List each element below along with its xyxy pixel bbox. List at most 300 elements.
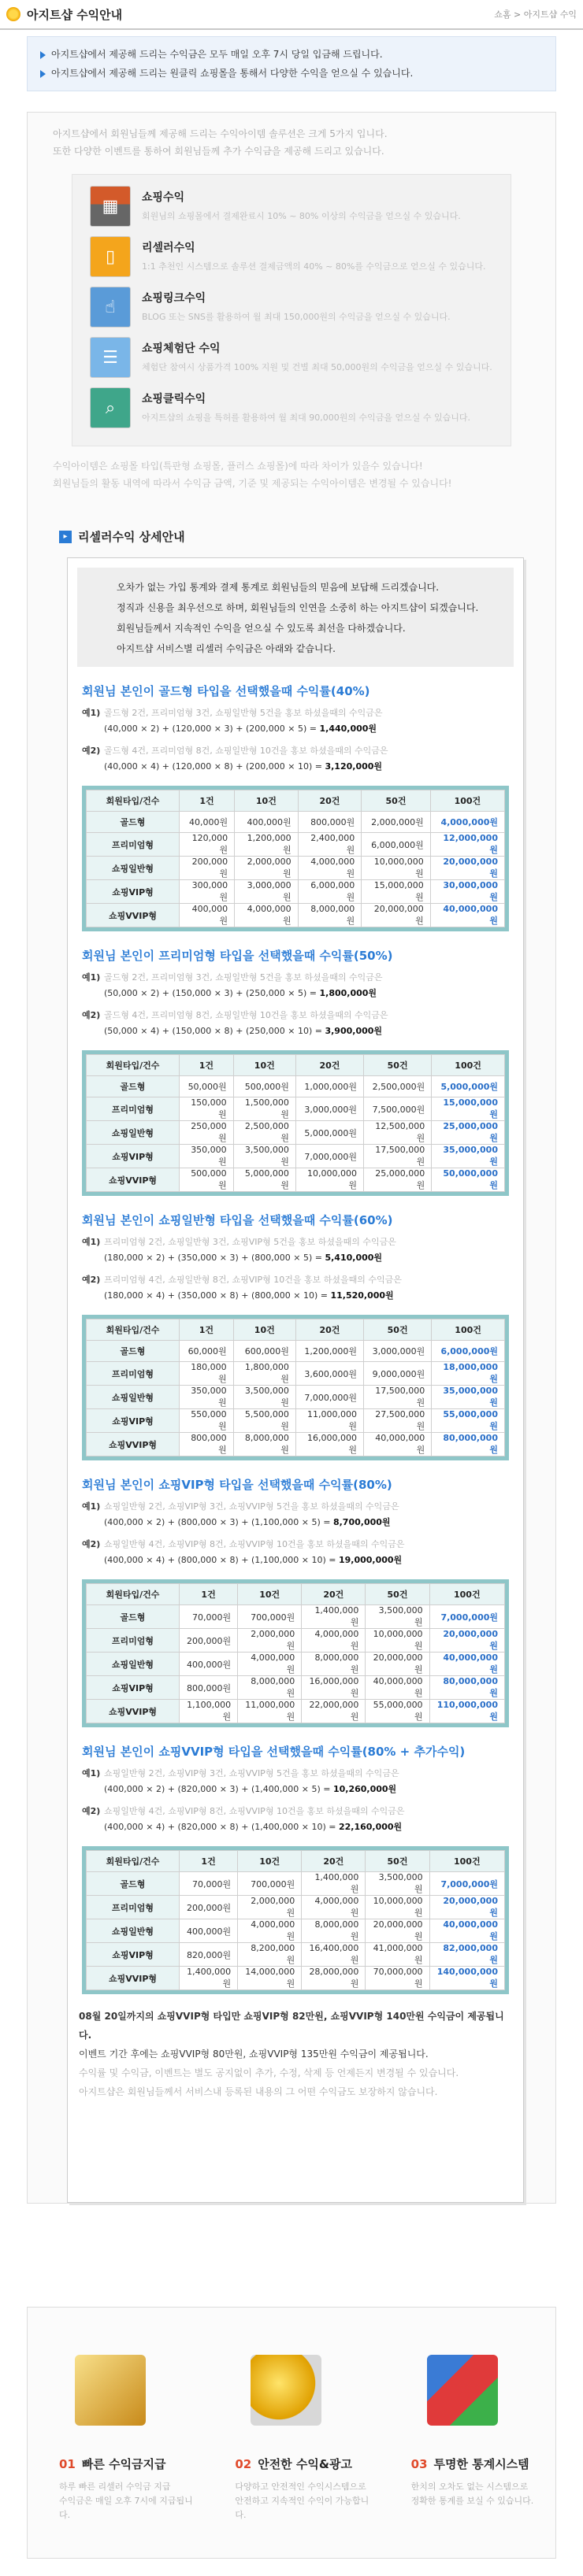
row-header: 골드형 <box>87 812 180 833</box>
table-cell: 140,000,000원 <box>429 1967 504 1990</box>
table-cell: 16,400,000원 <box>302 1943 366 1967</box>
table-cell: 2,000,000원 <box>235 857 299 880</box>
table-cell: 2,000,000원 <box>238 1629 302 1653</box>
table-cell: 17,500,000원 <box>364 1145 432 1168</box>
income-table <box>82 786 509 931</box>
table-row <box>87 1629 505 1653</box>
row-header: 골드형 <box>87 1872 180 1896</box>
row-header: 프리미엄형 <box>87 1362 180 1386</box>
table-cell: 3,500,000원 <box>366 1872 429 1896</box>
table-cell: 250,000원 <box>180 1121 234 1145</box>
table-cell: 3,000,000원 <box>235 880 299 904</box>
row-header: 쇼핑VVIP형 <box>87 1967 180 1990</box>
row-header: 쇼핑VIP형 <box>87 1145 180 1168</box>
breadcrumb[interactable]: 쇼홈 > 아지트샵 수익 <box>494 9 577 20</box>
table-row <box>87 1919 505 1943</box>
reseller-section <box>82 947 509 1196</box>
table-cell: 27,500,000원 <box>364 1409 432 1433</box>
example <box>82 1008 509 1039</box>
row-header: 쇼핑일반형 <box>87 1121 180 1145</box>
column-header: 20건 <box>295 1055 363 1076</box>
column-header: 회원타입/건수 <box>87 1055 180 1076</box>
example-label: 예2) <box>82 1275 101 1285</box>
table-cell: 200,000원 <box>180 857 235 880</box>
row-header: 쇼핑일반형 <box>87 1386 180 1409</box>
section-title: 회원님 본인이 쇼핑VIP형 타입을 선택했을때 수익률(80%) <box>82 1478 392 1492</box>
row-header: 쇼핑VVIP형 <box>87 904 180 927</box>
column-header: 20건 <box>298 790 362 812</box>
click-icon: ⌕ <box>90 387 131 428</box>
table-row <box>87 1943 505 1967</box>
table-row <box>87 1433 505 1456</box>
example-label: 예1) <box>82 972 101 983</box>
bottom-note: 이벤트 기간 후에는 쇼핑VVIP형 80만원, 쇼핑VVIP형 135만원 수익금이 제공됩니다. <box>79 2049 429 2060</box>
formula: (40,000 × 2) + (120,000 × 3) + (200,000 × 5) = <box>104 724 320 734</box>
table-cell: 500,000원 <box>180 1168 234 1192</box>
table-row <box>87 1145 505 1168</box>
bottom-note: 수익률 및 수익금, 이벤트는 별도 공지없이 추가, 수정, 삭제 등 언제든지 변경될 수 있습니다. <box>79 2067 459 2078</box>
table-cell: 800,000원 <box>180 1433 234 1456</box>
example <box>82 1234 509 1266</box>
table-cell: 6,000,000원 <box>362 833 431 857</box>
table-cell: 180,000원 <box>180 1362 234 1386</box>
row-header: 쇼핑일반형 <box>87 857 180 880</box>
formula-result: 5,410,000원 <box>325 1253 383 1263</box>
table-cell: 70,000원 <box>180 1872 238 1896</box>
service-title: 쇼핑체험단 수익 <box>142 342 221 355</box>
column-header: 10건 <box>238 1584 302 1605</box>
row-header: 프리미엄형 <box>87 1629 180 1653</box>
feature-box <box>27 2307 556 2559</box>
desc-line: 정직과 신용을 최우선으로 하며, 회원님들의 인연을 소중히 하는 아지트샵이 되겠습니다. <box>117 602 479 613</box>
table-cell: 3,600,000원 <box>295 1362 363 1386</box>
table-cell: 600,000원 <box>233 1341 295 1362</box>
table-cell: 1,100,000원 <box>180 1700 238 1723</box>
column-header: 100건 <box>432 1319 505 1341</box>
row-header: 프리미엄형 <box>87 1896 180 1919</box>
reseller-desc <box>77 568 514 667</box>
table-cell: 1,500,000원 <box>233 1097 295 1121</box>
feature-desc: 한치의 오차도 없는 시스템으로 <box>410 2482 529 2492</box>
table-cell: 400,000원 <box>180 1919 238 1943</box>
example <box>82 1766 509 1797</box>
table-cell: 10,000,000원 <box>362 857 431 880</box>
formula: (400,000 × 2) + (800,000 × 3) + (1,100,000 × 5) = <box>104 1517 333 1527</box>
table-cell: 16,000,000원 <box>295 1433 363 1456</box>
table-cell: 200,000원 <box>180 1629 238 1653</box>
table-cell: 4,000,000원 <box>430 812 504 833</box>
reseller-section <box>82 1212 509 1460</box>
table-cell: 80,000,000원 <box>429 1676 504 1700</box>
column-header: 50건 <box>366 1584 429 1605</box>
table-cell: 4,000,000원 <box>302 1896 366 1919</box>
example-text: 쇼핑일반형 4건, 쇼핑VIP형 8건, 쇼핑VVIP형 10건을 홍보 하셨을때의 수익금은 <box>104 1539 405 1549</box>
column-header: 10건 <box>238 1851 302 1872</box>
table-row <box>87 1605 505 1629</box>
table-cell: 20,000,000원 <box>430 857 504 880</box>
example-formula <box>104 759 509 775</box>
column-header: 100건 <box>432 1055 505 1076</box>
column-header: 50건 <box>362 790 431 812</box>
service-title: 쇼핑링크수익 <box>142 292 206 305</box>
table-cell: 6,000,000원 <box>298 880 362 904</box>
formula-result: 22,160,000원 <box>338 1822 403 1832</box>
service-title: 리셀러수익 <box>142 242 195 254</box>
column-header: 1건 <box>180 1851 238 1872</box>
table-cell: 11,000,000원 <box>295 1409 363 1433</box>
formula: (180,000 × 2) + (350,000 × 3) + (800,000 × 5) = <box>104 1253 325 1263</box>
table-cell: 82,000,000원 <box>429 1943 504 1967</box>
table-row <box>87 1896 505 1919</box>
trial-icon: ☰ <box>90 337 131 378</box>
service-title: 쇼핑수익 <box>142 191 185 204</box>
table-cell: 800,000원 <box>180 1676 238 1700</box>
table-cell: 550,000원 <box>180 1409 234 1433</box>
table-cell: 40,000,000원 <box>366 1676 429 1700</box>
table-cell: 820,000원 <box>180 1943 238 1967</box>
example-formula <box>104 1023 509 1039</box>
table-cell: 30,000,000원 <box>430 880 504 904</box>
feature-card <box>380 2308 555 2558</box>
formula-result: 3,900,000원 <box>325 1026 383 1036</box>
table-cell: 10,000,000원 <box>295 1168 363 1192</box>
table-cell: 1,200,000원 <box>295 1341 363 1362</box>
table-row <box>87 812 505 833</box>
example-formula <box>104 721 509 737</box>
table-cell: 18,000,000원 <box>432 1362 505 1386</box>
table-cell: 40,000,000원 <box>364 1433 432 1456</box>
example <box>82 705 509 737</box>
table-cell: 15,000,000원 <box>432 1097 505 1121</box>
table-cell: 400,000원 <box>235 812 299 833</box>
example-label: 예1) <box>82 1768 101 1778</box>
example-text: 골드형 2건, 프리미엄형 3건, 쇼핑일반형 5건을 홍보 하셨을때의 수익금은 <box>104 708 383 718</box>
table-cell: 8,200,000원 <box>238 1943 302 1967</box>
reseller-heading <box>59 528 555 545</box>
table-cell: 5,000,000원 <box>432 1076 505 1097</box>
table-cell: 8,000,000원 <box>302 1653 366 1676</box>
table-cell: 80,000,000원 <box>432 1433 505 1456</box>
section-title: 회원님 본인이 쇼핑일반형 타입을 선택했을때 수익률(60%) <box>82 1213 393 1227</box>
phone-icon: ▯ <box>90 236 131 277</box>
reseller-section <box>82 683 509 931</box>
column-header: 1건 <box>180 1584 238 1605</box>
table-cell: 25,000,000원 <box>364 1168 432 1192</box>
table-cell: 1,000,000원 <box>295 1076 363 1097</box>
column-header: 10건 <box>235 790 299 812</box>
table-cell: 20,000,000원 <box>366 1919 429 1943</box>
table-row <box>87 1386 505 1409</box>
row-header: 쇼핑VIP형 <box>87 880 180 904</box>
intro-line: 또한 다양한 이벤트를 통하여 회원님들께 추가 수익금을 제공해 드리고 있습니다. <box>53 146 384 157</box>
reseller-detail <box>67 557 524 2203</box>
table-cell: 3,000,000원 <box>364 1341 432 1362</box>
magnifier-icon <box>427 2355 498 2426</box>
table-cell: 2,500,000원 <box>364 1076 432 1097</box>
table-cell: 14,000,000원 <box>238 1967 302 1990</box>
table-row <box>87 1341 505 1362</box>
table-cell: 16,000,000원 <box>302 1676 366 1700</box>
note-line: 수익아이템은 쇼핑몰 타입(특판형 쇼핑몰, 플러스 쇼핑몰)에 따라 차이가 있을수 있습니다! <box>53 461 423 472</box>
table-cell: 7,000,000원 <box>429 1872 504 1896</box>
feature-title: 투명한 통계시스템 <box>433 2457 529 2471</box>
page-title: 아지트샵 수익안내 <box>27 7 123 22</box>
column-header: 50건 <box>364 1319 432 1341</box>
row-header: 쇼핑VIP형 <box>87 1409 180 1433</box>
service-item <box>90 387 493 438</box>
table-row <box>87 1168 505 1192</box>
bulb-icon <box>251 2355 321 2426</box>
table-row <box>87 1409 505 1433</box>
example-text: 쇼핑일반형 2건, 쇼핑VIP형 3건, 쇼핑VVIP형 5건을 홍보 하셨을때의 수익금은 <box>104 1501 399 1512</box>
table-cell: 350,000원 <box>180 1386 234 1409</box>
table-cell: 400,000원 <box>180 904 235 927</box>
table-cell: 1,400,000원 <box>180 1967 238 1990</box>
section-title: 회원님 본인이 프리미엄형 타입을 선택했을때 수익률(50%) <box>82 949 393 963</box>
table-row <box>87 1076 505 1097</box>
table-cell: 25,000,000원 <box>432 1121 505 1145</box>
feature-desc: 수익금은 매일 오후 7시에 지급됩니다. <box>59 2496 193 2520</box>
example <box>82 1804 509 1835</box>
row-header: 골드형 <box>87 1341 180 1362</box>
intro-notes <box>28 446 555 492</box>
column-header: 회원타입/건수 <box>87 1584 180 1605</box>
table-cell: 35,000,000원 <box>432 1145 505 1168</box>
formula: (180,000 × 4) + (350,000 × 8) + (800,000 × 10) = <box>104 1290 331 1301</box>
table-cell: 3,500,000원 <box>233 1145 295 1168</box>
table-cell: 1,400,000원 <box>302 1605 366 1629</box>
sun-icon <box>6 7 20 21</box>
feature-desc: 다양하고 안전적인 수익시스템으로 <box>235 2482 366 2492</box>
table-cell: 110,000,000원 <box>429 1700 504 1723</box>
column-header: 1건 <box>180 1319 234 1341</box>
table-cell: 40,000,000원 <box>430 904 504 927</box>
notice-item: 아지트샵에서 제공해 드리는 수익금은 모두 매일 오후 7시 당일 입금해 드립니다. <box>40 45 543 64</box>
table-cell: 1,400,000원 <box>302 1872 366 1896</box>
feature-num: 01 <box>59 2457 76 2471</box>
service-item <box>90 236 493 287</box>
feature-title: 빠른 수익금지급 <box>81 2457 166 2471</box>
example <box>82 743 509 775</box>
table-row <box>87 1121 505 1145</box>
table-row <box>87 880 505 904</box>
feature-num: 02 <box>235 2457 252 2471</box>
table-row <box>87 1700 505 1723</box>
example <box>82 1272 509 1304</box>
formula-result: 1,440,000원 <box>319 724 377 734</box>
table-cell: 4,000,000원 <box>235 904 299 927</box>
income-table <box>82 1579 509 1727</box>
table-cell: 7,000,000원 <box>295 1386 363 1409</box>
section-title: 회원님 본인이 골드형 타입을 선택했을때 수익률(40%) <box>82 684 370 698</box>
column-header: 100건 <box>429 1584 504 1605</box>
table-cell: 35,000,000원 <box>432 1386 505 1409</box>
feature-desc: 하루 빠른 리셀러 수익금 지급 <box>59 2482 171 2492</box>
intro-line: 아지트샵에서 회원님들께 제공해 드리는 수익아이템 솔루션은 크게 5가지 입니다. <box>53 128 388 139</box>
desc-line: 회원님들께서 지속적인 수익을 얻으실 수 있도록 최선을 다하겠습니다. <box>117 623 406 634</box>
table-cell: 20,000,000원 <box>429 1629 504 1653</box>
column-header: 50건 <box>364 1055 432 1076</box>
example-text: 골드형 4건, 프리미엄형 8건, 쇼핑일반형 10건을 홍보 하셨을때의 수익금은 <box>104 1010 388 1020</box>
table-cell: 40,000,000원 <box>429 1653 504 1676</box>
formula: (40,000 × 4) + (120,000 × 8) + (200,000 × 10) = <box>104 761 325 772</box>
column-header: 20건 <box>295 1319 363 1341</box>
table-cell: 5,000,000원 <box>233 1168 295 1192</box>
table-cell: 20,000,000원 <box>429 1896 504 1919</box>
table-cell: 700,000원 <box>238 1872 302 1896</box>
formula-result: 19,000,000원 <box>338 1555 403 1565</box>
reseller-title: 리셀러수익 상세안내 <box>78 530 185 544</box>
column-header: 20건 <box>302 1584 366 1605</box>
table-cell: 3,000,000원 <box>295 1097 363 1121</box>
example-text: 쇼핑일반형 4건, 쇼핑VIP형 8건, 쇼핑VVIP형 10건을 홍보 하셨을때의 수익금은 <box>104 1806 405 1816</box>
table-cell: 22,000,000원 <box>302 1700 366 1723</box>
feature-desc: 정확한 통계를 보실 수 있습니다. <box>410 2496 534 2506</box>
example-label: 예2) <box>82 1539 101 1549</box>
service-list <box>72 174 511 446</box>
note-line: 회원님들의 활동 내역에 따라서 수익금 금액, 기준 및 제공되는 수익아이템은 변경될 수 있습니다! <box>53 478 452 489</box>
example-formula <box>104 1782 509 1797</box>
table-cell: 12,500,000원 <box>364 1121 432 1145</box>
table-cell: 400,000원 <box>180 1653 238 1676</box>
table-cell: 60,000원 <box>180 1341 234 1362</box>
table-cell: 17,500,000원 <box>364 1386 432 1409</box>
service-desc: 1:1 추천인 시스템으로 솔루션 결제금액의 40% ~ 80%를 수익금으로 얻으실 수 있습니다. <box>142 261 486 272</box>
column-header: 10건 <box>233 1055 295 1076</box>
link-icon: ☝ <box>90 287 131 328</box>
row-header: 쇼핑VVIP형 <box>87 1433 180 1456</box>
bottom-notes <box>79 2007 512 2101</box>
income-table <box>82 1315 509 1460</box>
example-formula <box>104 1288 509 1304</box>
table-cell: 8,000,000원 <box>238 1676 302 1700</box>
table-row <box>87 833 505 857</box>
table-cell: 10,000,000원 <box>366 1896 429 1919</box>
table-cell: 120,000원 <box>180 833 235 857</box>
table-row <box>87 857 505 880</box>
reseller-section <box>82 1476 509 1727</box>
table-cell: 3,500,000원 <box>366 1605 429 1629</box>
table-cell: 7,000,000원 <box>429 1605 504 1629</box>
row-header: 프리미엄형 <box>87 1097 180 1121</box>
row-header: 쇼핑VVIP형 <box>87 1700 180 1723</box>
intro-text <box>28 113 555 160</box>
feature-desc: 안전하고 지속적인 수익이 가능합니다. <box>235 2496 369 2520</box>
table-cell: 800,000원 <box>298 812 362 833</box>
example-label: 예1) <box>82 708 101 718</box>
column-header: 100건 <box>430 790 504 812</box>
column-header: 100건 <box>429 1851 504 1872</box>
section-title: 회원님 본인이 쇼핑VVIP형 타입을 선택했을때 수익률(80% + 추가수익) <box>82 1745 466 1759</box>
example-formula <box>104 1553 509 1568</box>
table-cell: 2,000,000원 <box>238 1896 302 1919</box>
table-cell: 28,000,000원 <box>302 1967 366 1990</box>
content-box <box>27 112 556 2204</box>
table-cell: 50,000원 <box>180 1076 234 1097</box>
table-cell: 8,000,000원 <box>298 904 362 927</box>
service-item <box>90 287 493 337</box>
table-cell: 11,000,000원 <box>238 1700 302 1723</box>
service-item <box>90 337 493 387</box>
table-cell: 41,000,000원 <box>366 1943 429 1967</box>
info-icon: ▸ <box>59 531 72 543</box>
table-cell: 50,000,000원 <box>432 1168 505 1192</box>
column-header: 20건 <box>302 1851 366 1872</box>
row-header: 쇼핑일반형 <box>87 1919 180 1943</box>
table-cell: 350,000원 <box>180 1145 234 1168</box>
table-cell: 4,000,000원 <box>238 1919 302 1943</box>
table-cell: 40,000,000원 <box>429 1919 504 1943</box>
service-title: 쇼핑클릭수익 <box>142 393 206 405</box>
income-table <box>82 1846 509 1994</box>
table-cell: 12,000,000원 <box>430 833 504 857</box>
pen-icon <box>75 2355 146 2426</box>
reseller-section <box>82 1743 509 1994</box>
table-cell: 500,000원 <box>233 1076 295 1097</box>
table-cell: 5,000,000원 <box>295 1121 363 1145</box>
reseller-sections <box>68 683 523 1994</box>
example-text: 쇼핑일반형 2건, 쇼핑VIP형 3건, 쇼핑VVIP형 5건을 홍보 하셨을때의 수익금은 <box>104 1768 399 1778</box>
example-text: 프리미엄형 4건, 쇼핑일반형 8건, 쇼핑VIP형 10건을 홍보 하셨을때의 수익금은 <box>104 1275 402 1285</box>
service-item <box>90 186 493 236</box>
column-header: 회원타입/건수 <box>87 790 180 812</box>
table-cell: 15,000,000원 <box>362 880 431 904</box>
feature-card <box>203 2308 379 2558</box>
table-cell: 20,000,000원 <box>366 1653 429 1676</box>
example-label: 예2) <box>82 746 101 756</box>
example <box>82 970 509 1001</box>
column-header: 회원타입/건수 <box>87 1319 180 1341</box>
table-cell: 8,000,000원 <box>233 1433 295 1456</box>
formula-result: 10,260,000원 <box>332 1784 397 1794</box>
formula: (400,000 × 2) + (820,000 × 3) + (1,400,000 × 5) = <box>104 1784 333 1794</box>
formula-result: 8,700,000원 <box>332 1517 391 1527</box>
table-cell: 7,000,000원 <box>295 1145 363 1168</box>
bottom-note: 08월 20일까지의 쇼핑VVIP형 타입만 쇼핑VIP형 82만원, 쇼핑VVIP형 140만원 수익금이 제공됩니다. <box>79 2011 504 2041</box>
table-cell: 2,000,000원 <box>362 812 431 833</box>
table-cell: 5,500,000원 <box>233 1409 295 1433</box>
example-text: 골드형 4건, 프리미엄형 8건, 쇼핑일반형 10건을 홍보 하셨을때의 수익금은 <box>104 746 388 756</box>
table-cell: 6,000,000원 <box>432 1341 505 1362</box>
table-cell: 200,000원 <box>180 1896 238 1919</box>
table-cell: 3,500,000원 <box>233 1386 295 1409</box>
row-header: 쇼핑VIP형 <box>87 1676 180 1700</box>
table-cell: 55,000,000원 <box>366 1700 429 1723</box>
table-row <box>87 1676 505 1700</box>
table-cell: 4,000,000원 <box>298 857 362 880</box>
service-desc: 아지트샵의 쇼핑을 특허를 활용하여 월 최대 90,000원의 수익금을 얻으실 수 있습니다. <box>142 413 470 423</box>
formula: (400,000 × 4) + (800,000 × 8) + (1,100,000 × 10) = <box>104 1555 339 1565</box>
example-formula <box>104 1515 509 1530</box>
table-cell: 10,000,000원 <box>366 1629 429 1653</box>
column-header: 50건 <box>366 1851 429 1872</box>
column-header: 10건 <box>233 1319 295 1341</box>
table-row <box>87 1967 505 1990</box>
table-row <box>87 1653 505 1676</box>
table-cell: 9,000,000원 <box>364 1362 432 1386</box>
table-cell: 20,000,000원 <box>362 904 431 927</box>
desc-line: 오차가 없는 가입 통계와 결제 통계로 회원님들의 믿음에 보답해 드리겠습니다. <box>117 582 440 593</box>
table-cell: 2,500,000원 <box>233 1121 295 1145</box>
formula: (50,000 × 4) + (150,000 × 8) + (250,000 × 10) = <box>104 1026 325 1036</box>
feature-card <box>28 2308 203 2558</box>
formula-result: 1,800,000원 <box>319 988 377 998</box>
table-cell: 4,000,000원 <box>302 1629 366 1653</box>
page-header <box>0 0 583 30</box>
table-cell: 70,000원 <box>180 1605 238 1629</box>
income-table <box>82 1050 509 1196</box>
table-cell: 8,000,000원 <box>302 1919 366 1943</box>
